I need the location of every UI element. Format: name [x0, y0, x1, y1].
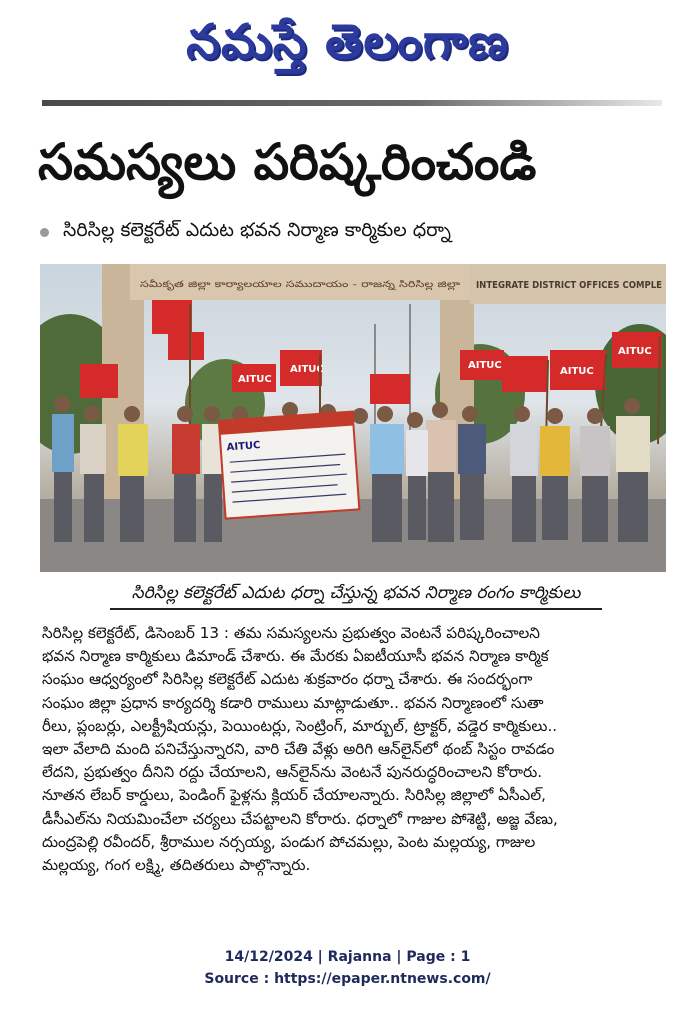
subheadline	[40, 212, 660, 252]
masthead-title: నమస్తే తెలంగాణ	[186, 14, 509, 70]
banner-label: AITUC	[226, 440, 261, 454]
footer-source: Source : https://epaper.ntnews.com/	[204, 971, 491, 987]
flag-label: AITUC	[290, 364, 324, 375]
gate-sign-left: సమీకృత జిల్లా కార్యాలయాల సముదాయం - రాజన్న సిరిసిల్ల జిల్లా	[140, 280, 367, 290]
article-body	[42, 622, 666, 877]
article-line: ఇలా వేలాది మంది పనిచేస్తున్నారని, వారి చేతి వేళ్లు అరిగి ఆన్‌లైన్‌లో థంబ్ సిస్టం రావడం	[42, 740, 555, 759]
article-line: రీలు, ప్లంబర్లు, ఎలక్ట్రీషియన్లు, పెయింటర్లు, సెంట్రింగ్, మార్బుల్, ట్రాక్టర్, వడ్డెర కార్మికులు..	[42, 716, 558, 735]
flag-label: AITUC	[238, 374, 272, 385]
article-line: నూతన లేబర్ కార్డులు, పెండింగ్ ఫైళ్లను క్లియర్ చేయాలన్నారు. సిరిసిల్ల జిల్లాలో ఏసీఎల్,	[42, 786, 546, 805]
article-line: మల్లయ్య, గంగ లక్ష్మి, తదితరులు పాల్గొన్నారు.	[42, 856, 311, 875]
footer	[0, 946, 695, 990]
news-photo	[40, 264, 666, 572]
header-rule	[42, 100, 662, 106]
article-headline: సమస్యలు పరిష్కరించండి	[38, 133, 537, 191]
article-line: సిరిసిల్ల కలెక్టరేట్, డిసెంబర్ 13 : తమ సమస్యలను ప్రభుత్వం వెంటనే పరిష్కరించాలని	[42, 624, 540, 642]
article-line: సంఘం ఆధ్వర్యంలో సిరిసిల్ల కలెక్టరేట్ ఎదుట శుక్రవారం ధర్నా చేశారు. ఈ సందర్భంగా	[42, 670, 533, 689]
article-line: భవన నిర్మాణ కార్మికులు డిమాండ్ చేశారు. ఈ మేరకు ఏఐటీయూసీ భవన నిర్మాణ కార్మిక	[42, 647, 549, 666]
footer-date-edition: 14/12/2024 | Rajanna | Page : 1	[224, 949, 471, 965]
article-line: దుంద్రపెల్లి రవీందర్, శ్రీరాముల నర్సయ్య, పండుగ పోచమల్లు, పెంట మల్లయ్య, గాజుల	[42, 832, 536, 851]
photo-caption: సిరిసిల్ల కలెక్టరేట్ ఎదుట ధర్నా చేస్తున్న భవన నిర్మాణ రంగం కార్మికులు	[110, 578, 602, 610]
subheadline-text: సిరిసిల్ల కలెక్టరేట్ ఎదుట భవన నిర్మాణ కార్మికుల ధర్నా	[63, 218, 451, 241]
gate-sign-right: INTEGRATE DISTRICT OFFICES COMPLE	[476, 280, 662, 291]
bullet-icon	[40, 228, 49, 237]
article-line: లేదని, ప్రభుత్వం దీనిని రద్దు చేయాలని, ఆన్‌లైన్‌ను వెంటనే పునరుద్ధరించాలని కోరారు.	[42, 763, 543, 782]
article-line: డీసీఎల్‌ను నియమించేలా చర్యలు చేపట్టాలని కోరారు. ధర్నాలో గాజుల పోశెట్టి, అజ్జ వేణు,	[42, 809, 558, 828]
flag-label: AITUC	[618, 346, 652, 357]
flag-label: AITUC	[560, 366, 594, 377]
article-line: సంఘం జిల్లా ప్రధాన కార్యదర్శి కడారి రాములు మాట్లాడుతూ.. భవన నిర్మాణంలో సుతా	[42, 693, 544, 712]
flag-label: AITUC	[468, 360, 502, 371]
